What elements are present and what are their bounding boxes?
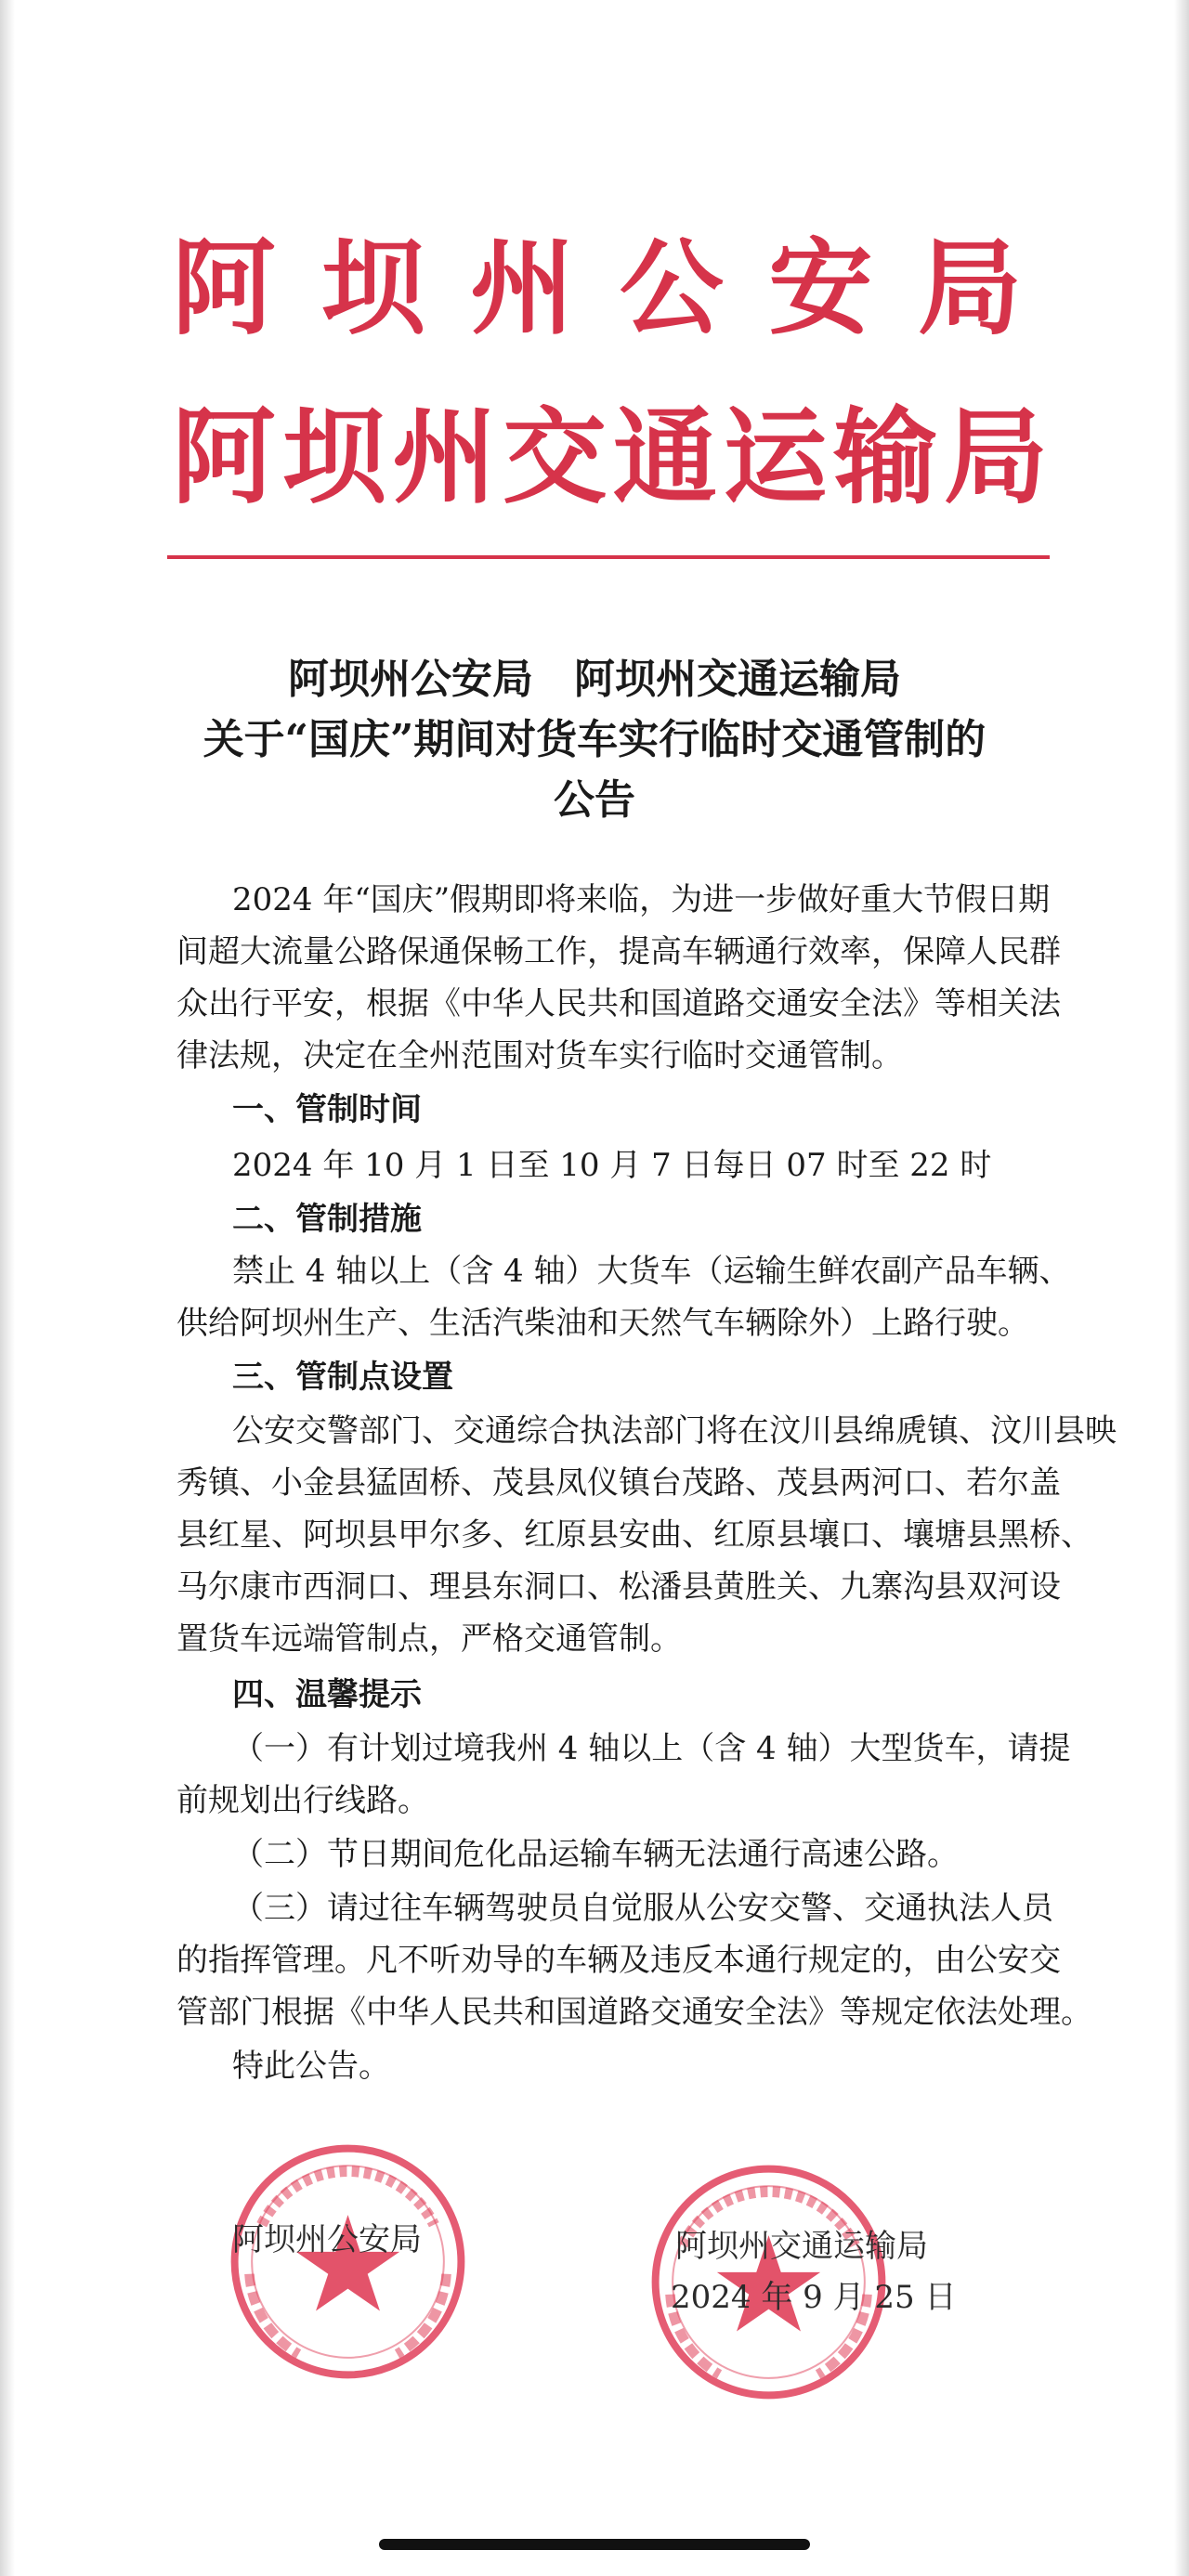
home-indicator-bar[interactable] bbox=[379, 2539, 810, 2550]
section-heading-time: 一、管制时间 bbox=[232, 1091, 422, 1128]
section-text-tips: （一）有计划过境我州 4 轴以上（含 4 轴）大型货车，请提 bbox=[232, 1730, 1071, 1767]
section-text-checkpoints: 置货车远端管制点，严格交通管制。 bbox=[176, 1620, 682, 1658]
intro-line: 众出行平安，根据《中华人民共和国道路交通安全法》等相关法 bbox=[176, 985, 1061, 1022]
masthead-issuer-transport: 阿坝州交通运输局 bbox=[172, 397, 1050, 518]
document-title-line-1: 阿坝州公安局 阿坝州交通运输局 bbox=[288, 656, 901, 703]
police-bureau-seal bbox=[225, 2139, 471, 2385]
signature-org-police: 阿坝州公安局 bbox=[232, 2221, 422, 2258]
intro-line: 2024 年“国庆”假期即将来临，为进一步做好重大节假日期 bbox=[232, 881, 1051, 918]
intro-line: 律法规，决定在全州范围对货车实行临时交通管制。 bbox=[176, 1037, 903, 1074]
section-text-tips: 的指挥管理。凡不听劝导的车辆及违反本通行规定的，由公安交 bbox=[176, 1942, 1061, 1979]
intro-line: 间超大流量公路保通保畅工作，提高车辆通行效率，保障人民群 bbox=[176, 933, 1061, 970]
section-heading-tips: 四、温馨提示 bbox=[232, 1676, 422, 1713]
section-text-measures: 禁止 4 轴以上（含 4 轴）大货车（运输生鲜农副产品车辆、 bbox=[232, 1253, 1071, 1290]
section-heading-measures: 二、管制措施 bbox=[232, 1201, 422, 1238]
closing-text: 特此公告。 bbox=[232, 2048, 390, 2085]
section-text-checkpoints: 公安交警部门、交通综合执法部门将在汶川县绵虒镇、汶川县映 bbox=[232, 1412, 1117, 1450]
signature-date: 2024 年 9 月 25 日 bbox=[671, 2279, 957, 2316]
document-title-line-3: 公告 bbox=[554, 776, 635, 824]
masthead-issuer-police: 阿坝州公安局 bbox=[172, 228, 1050, 349]
section-text-time: 2024 年 10 月 1 日至 10 月 7 日每日 07 时至 22 时 bbox=[232, 1147, 992, 1184]
section-heading-checkpoints: 三、管制点设置 bbox=[232, 1359, 453, 1396]
page-edge-left bbox=[0, 0, 15, 2576]
section-text-checkpoints: 秀镇、小金县猛固桥、茂县凤仪镇台茂路、茂县两河口、若尔盖 bbox=[176, 1464, 1061, 1502]
section-text-tips: （三）请过往车辆驾驶员自觉服从公安交警、交通执法人员 bbox=[232, 1890, 1053, 1927]
section-text-tips: 管部门根据《中华人民共和国道路交通安全法》等规定依法处理。 bbox=[176, 1994, 1092, 2031]
section-text-measures: 供给阿坝州生产、生活汽柴油和天然气车辆除外）上路行驶。 bbox=[176, 1305, 1029, 1342]
section-text-tips: 前规划出行线路。 bbox=[176, 1782, 429, 1819]
section-text-tips: （二）节日期间危化品运输车辆无法通行高速公路。 bbox=[232, 1836, 959, 1873]
document-title-line-2: 关于“国庆”期间对货车实行临时交通管制的 bbox=[203, 716, 986, 763]
masthead-red-rule bbox=[167, 555, 1050, 559]
section-text-checkpoints: 县红星、阿坝县甲尔多、红原县安曲、红原县壤口、壤塘县黑桥、 bbox=[176, 1516, 1092, 1554]
signature-org-transport: 阿坝州交通运输局 bbox=[675, 2228, 928, 2265]
page-edge-right bbox=[1174, 0, 1189, 2576]
section-text-checkpoints: 马尔康市西洞口、理县东洞口、松潘县黄胜关、九寨沟县双河设 bbox=[176, 1568, 1061, 1606]
